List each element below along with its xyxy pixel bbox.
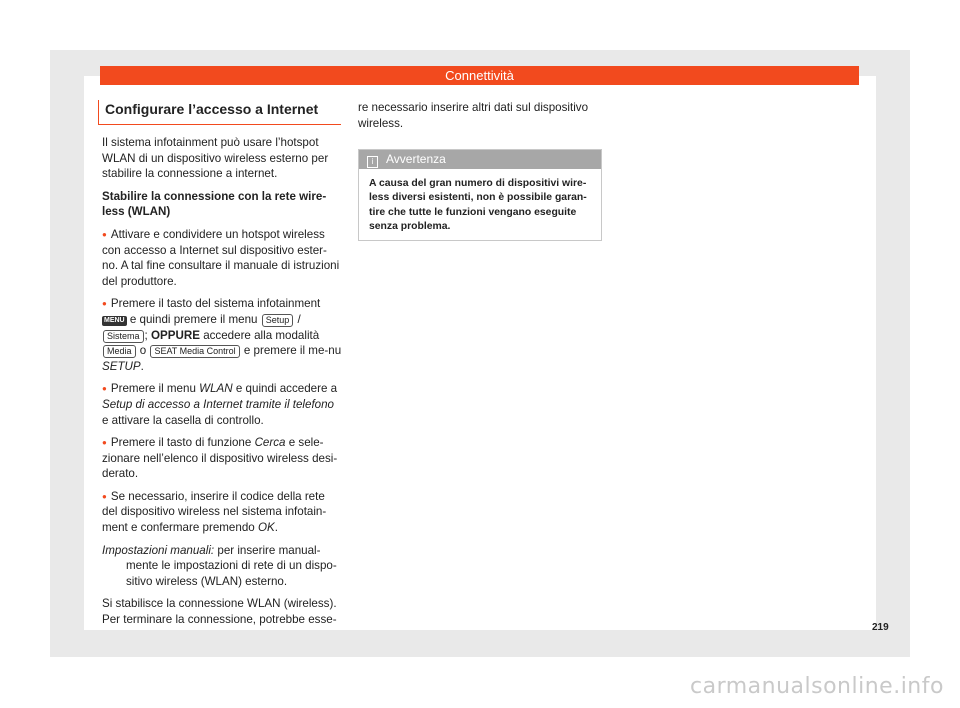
warning-box [358,149,602,241]
sistema-button-label: Sistema [103,330,144,343]
step-2: ● Premere il tasto del sistema infotainment MENU e quindi premere il menu Setup / Sistema ; OPPURE accedere alla modalità Media o SEAT Media Control e premere il me-nu SETUP. [102,296,342,374]
menu-key-icon: MENU [104,316,125,324]
page-number: 219 [872,622,889,633]
watermark: carmanualsonline.info [690,674,944,699]
step-1: ● Attivare e condividere un hotspot wireless con accesso a Internet sul dispositivo ester-no. A tal fine consultare il manuale di istruzioni del produttore. [102,227,342,289]
step-4: ● Premere il tasto di funzione Cerca e sele-zionare nell’elenco il dispositivo wireless desi-derato. [102,435,342,482]
intro-paragraph: Il sistema infotainment può usare l’hotspot WLAN di un dispositivo wireless esterno per stabilire la connessione a internet. [102,136,329,181]
step-5: ● Se necessario, inserire il codice della rete del dispositivo wireless nel sistema infotain-ment e confermare premendo OK. [102,489,342,536]
manual-settings: Impostazioni manuali: per inserire manual-mente le impostazioni di rete di un dispo-sitivo wireless (WLAN) esterno. [102,543,337,588]
warning-text: A causa del gran numero di dispositivi wire-less diversi esistenti, non è possibile garan-tire che tutte le funzioni vengano eseguite senza problema. [369,178,587,232]
seat-media-control-label: SEAT Media Control [150,345,239,358]
left-column [102,100,342,635]
section-title: Configurare l’accesso a Internet [98,100,341,125]
continued-paragraph: re necessario inserire altri dati sul dispositivo wireless. [358,101,589,130]
closing-paragraph: Si stabilisce la connessione WLAN (wireless). Per terminare la connessione, potrebbe esse- [102,597,337,627]
info-icon: i [367,156,378,168]
media-button-label: Media [103,345,136,358]
right-column [358,100,602,241]
chapter-header: Connettività [100,66,859,85]
warning-header: i Avvertenza [359,150,601,169]
subheading: Stabilire la connessione con la rete wire-less (WLAN) [102,189,327,219]
step-3: ● Premere il menu WLAN e quindi accedere a Setup di accesso a Internet tramite il telefono e attivare la casella di controllo. [102,381,342,428]
setup-button-label: Setup [262,314,294,327]
